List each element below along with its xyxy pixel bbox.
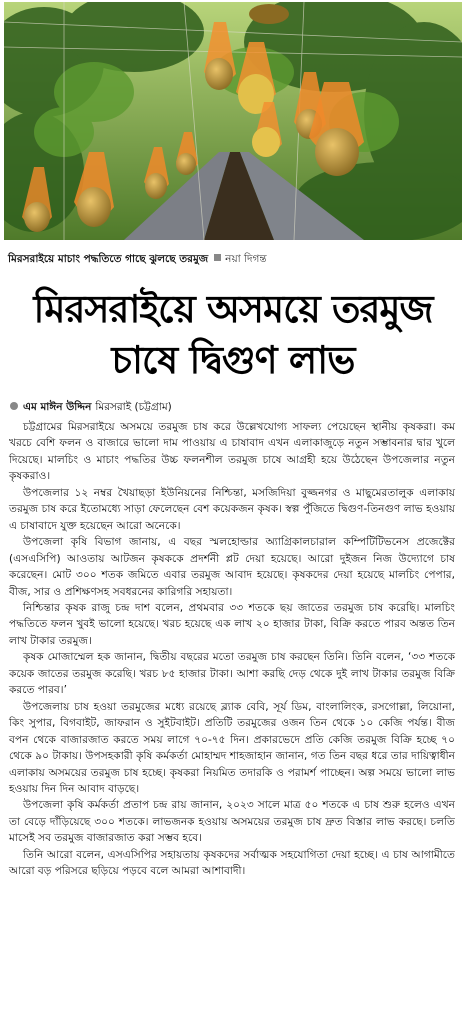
byline-location: মিরসরাই (চট্টগ্রাম) bbox=[95, 401, 172, 413]
caption-separator-icon bbox=[214, 254, 221, 261]
paragraph: নিশ্চিন্তার কৃষক রাজু চন্দ্র দাশ বলেন, প্রথমবার ৩৩ শতকে ছয় জাতের তরমুজ চাষ করেছি। মালচিং পদ্ধতিতে ফলন খুবই ভালো হয়েছে। খরচ হয়েছে এক লাখ ২০ হাজার টাকা, বিক্রি করতে পারব অন্তত তিন লাখ টাকার তরমুজ। bbox=[9, 601, 455, 647]
paragraph: চট্টগ্রামের মিরসরাইয়ে অসময়ে তরমুজ চাষ করে উল্লেখযোগ্য সাফল্য পেয়েছেন স্থানীয় কৃষকরা। কম খরচে বেশি ফলন ও বাজারে ভালো দাম পাওয়ায় এ চাষাবাদ এখন এলাকাজুড়ে নতুন সম্ভাবনার দ্বার খুলে দিয়েছে। মালচিং ও মাচাং পদ্ধতির উচ্চ ফলনশীল তরমুজ চাষে আগ্রহী হয়ে উঠেছেন উপজেলার নতুন কৃষকরাও। bbox=[9, 421, 455, 483]
photo-caption bbox=[8, 252, 458, 266]
headline-line-2: চাষে দ্বিগুণ লাভ bbox=[111, 337, 355, 382]
headline-line-1: মিরসরাইয়ে অসময়ে তরমুজ bbox=[33, 286, 433, 331]
paragraph: উপজেলার ১২ নম্বর খৈয়াছড়া ইউনিয়নের নিশ্চিন্তা, মসজিদিয়া বুজ্জনগর ও মাছুমেরতালুক এলাকায় তরমুজ চাষ করে ইতোমধ্যে সাড়া ফেলেছেন বেশ কয়েকজন কৃষক। স্বল্প পুঁজিতে দ্বিগুণ-তিনগুণ লাভ হওয়ায় এ চাষাবাদে যুক্ত হয়েছেন আরো অনেকে। bbox=[9, 486, 455, 532]
byline bbox=[10, 400, 172, 414]
byline-author: এম মাঈন উদ্দিন bbox=[23, 401, 92, 413]
caption-text: মিরসরাইয়ে মাচাং পদ্ধতিতে গাছে ঝুলছে তরমুজ bbox=[8, 253, 209, 265]
caption-source: নয়া দিগন্ত bbox=[225, 253, 267, 265]
byline-bullet-icon bbox=[10, 402, 18, 410]
paragraph: উপজেলায় চাষ হওয়া তরমুজের মধ্যে রয়েছে ব্ল্যাক বেবি, সূর্য ডিম, বাংলালিংক, রসগোল্লা, লিয়োনা, কিং সুপার, বিগবাইট, জাফরান ও সুইটবাইট। প্রতিটি তরমুজের ওজন তিন থেকে ১০ কেজি পর্যন্ত। বীজ বপন থেকে বাজারজাত করতে সময় লাগে ৭০-৭৫ দিন। প্রকারভেদে প্রতি কেজি তরমুজ বিক্রি হচ্ছে ৭০ থেকে ৯০ টাকায়। উপসহকারী কৃষি কর্মকর্তা মোহাম্মদ শাহজাহান জানান, গত তিন বছর ধরে তার দায়িত্বাধীন এলাকায় অসময়ের তরমুজ চাষ হচ্ছে। কৃষকরা নিয়মিত তদারকি ও পরামর্শ পাচ্ছেন। অল্প সময়ে ভালো লাভ হওয়ায় দিন দিন আবাদ বাড়ছে। bbox=[9, 700, 455, 795]
paragraph: কৃষক মোজাম্মেল হক জানান, দ্বিতীয় বছরের মতো তরমুজ চাষ করছেন তিনি। তিনি বলেন, ‘৩৩ শতকে কয়েক জাতের তরমুজ করেছি। খরচ ৮৫ হাজার টাকা। আশা করছি দেড় থেকে দুই লাখ টাকার তরমুজ বিক্রি করতে পারব।’ bbox=[9, 651, 455, 697]
paragraph: তিনি আরো বলেন, এসএসিপির সহায়তায় কৃষকদের সর্বাত্মক সহযোগিতা দেয়া হচ্ছে। এ চাষ আগামীতে আরো বড় পরিসরে ছড়িয়ে পড়বে বলে আমরা আশাবাদী। bbox=[9, 848, 455, 878]
headline bbox=[4, 284, 462, 386]
article-photo bbox=[4, 2, 462, 240]
paragraph: উপজেলা কৃষি বিভাগ জানায়, এ বছর স্মলহোল্ডার অ্যাগ্রিকালচারাল কম্পিটিটিভনেস প্রজেক্টের (এসএসিপি) আওতায় আটজন কৃষককে প্রদর্শনী প্লট দেয়া হয়েছে। আরো দুইজন নিজ উদ্যোগে চাষ করেছেন। মোট ৩০০ শতক জমিতে এবার তরমুজ আবাদ হয়েছে। কৃষকদের দেয়া হয়েছে মালচিং পেপার, বীজ, সার ও প্রশিক্ষণসহ সবধরনের কারিগরি সহায়তা। bbox=[9, 536, 455, 598]
article-body bbox=[9, 419, 455, 880]
paragraph: উপজেলা কৃষি কর্মকর্তা প্রতাপ চন্দ্র রায় জানান, ২০২৩ সালে মাত্র ৫০ শতকে এ চাষ শুরু হলেও এখন তা বেড়ে দাঁড়িয়েছে ৩০০ শতকে। লাভজনক হওয়ায় অসময়ের তরমুজ চাষ দ্রুত বিস্তার লাভ করছে। চলতি মাসেই সব তরমুজ বাজারজাত করা সম্ভব হবে। bbox=[9, 799, 455, 845]
